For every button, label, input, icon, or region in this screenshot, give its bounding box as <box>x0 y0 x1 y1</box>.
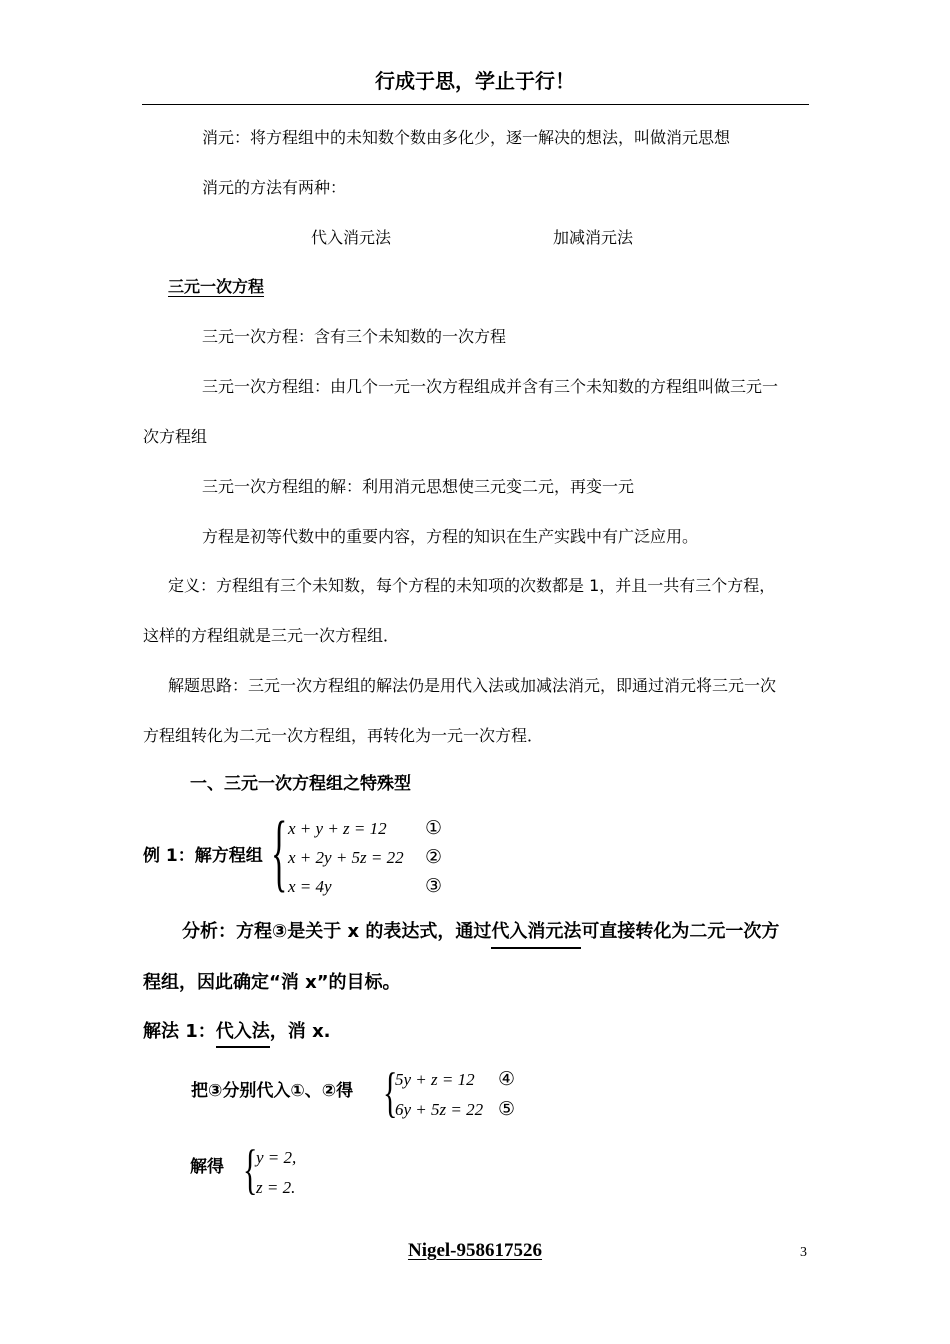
equation-1: x + y + z = 12 <box>288 819 387 838</box>
equation-4-number: ④ <box>498 1069 516 1090</box>
paragraph-approach-cont: 方程组转化为二元一次方程组，再转化为一元一次方程． <box>143 726 544 745</box>
left-brace-substituted: { <box>383 1062 398 1124</box>
footer-author: Nigel-958617526 <box>407 1240 543 1261</box>
paragraph-definition-system-cont: 次方程组 <box>143 427 208 446</box>
substitution-label: 把③分别代入①、②得 <box>191 1081 354 1101</box>
paragraph-methods: 消元的方法有两种： <box>202 178 347 197</box>
equation-5: 6y + 5z = 22 <box>395 1100 484 1119</box>
paragraph-approach: 解题思路：三元一次方程组的解法仍是用代入法或加减法消元，即通过消元将三元一次 <box>168 676 777 695</box>
equation-4: 5y + z = 12 <box>395 1070 475 1089</box>
equation-5-number: ⑤ <box>498 1099 516 1120</box>
page-header-title: 行成于思，学止于行！ <box>375 69 575 93</box>
header-rule <box>142 104 809 105</box>
analysis-line-2: 程组，因此确定“消 x”的目标。 <box>143 972 401 993</box>
solution-label: 解法 1： <box>143 1021 216 1042</box>
paragraph-definition-system: 三元一次方程组：由几个一元一次方程组成并含有三个未知数的方程组叫做三元一 <box>202 377 779 396</box>
equation-1-number: ① <box>425 818 443 839</box>
result-label: 解得 <box>190 1157 224 1177</box>
analysis-text-1: 分析：方程③是关于 x 的表达式，通过 <box>182 921 492 942</box>
equation-3: x = 4y <box>288 877 332 896</box>
page-number: 3 <box>800 1245 807 1260</box>
solution-method: 代入法 <box>216 1020 270 1048</box>
result-y: y = 2, <box>256 1148 297 1167</box>
heading-special-type: 一、三元一次方程组之特殊型 <box>190 774 411 794</box>
method-substitution: 代入消元法 <box>311 228 392 247</box>
analysis-method-highlight: 代入消元法 <box>491 920 581 949</box>
paragraph-solution: 三元一次方程组的解：利用消元思想使三元变二元，再变一元 <box>202 477 635 496</box>
left-brace: { <box>271 806 288 902</box>
left-brace-result: { <box>243 1139 258 1201</box>
solution-line <box>143 1020 331 1048</box>
paragraph-definition-cont: 这样的方程组就是三元一次方程组． <box>143 626 400 645</box>
paragraph-definition-equation: 三元一次方程：含有三个未知数的一次方程 <box>202 327 507 346</box>
paragraph-elimination: 消元：将方程组中的未知数个数由多化少，逐一解决的想法，叫做消元思想 <box>202 128 731 147</box>
analysis-line-1 <box>182 920 779 949</box>
section-title: 三元一次方程 <box>168 277 265 296</box>
equation-2-number: ② <box>425 847 443 868</box>
equation-2: x + 2y + 5z = 22 <box>288 848 404 867</box>
example-label: 例 1：解方程组 <box>143 846 263 866</box>
solution-rest: ，消 x. <box>269 1021 331 1042</box>
analysis-text-2: 可直接转化为二元一次方 <box>581 921 780 942</box>
equation-3-number: ③ <box>425 876 443 897</box>
method-addition: 加减消元法 <box>553 228 634 247</box>
paragraph-definition: 定义：方程组有三个未知数，每个方程的未知项的次数都是 1，并且一共有三个方程， <box>168 576 776 595</box>
result-z: z = 2. <box>256 1178 296 1197</box>
paragraph-importance: 方程是初等代数中的重要内容，方程的知识在生产实践中有广泛应用。 <box>202 527 699 546</box>
